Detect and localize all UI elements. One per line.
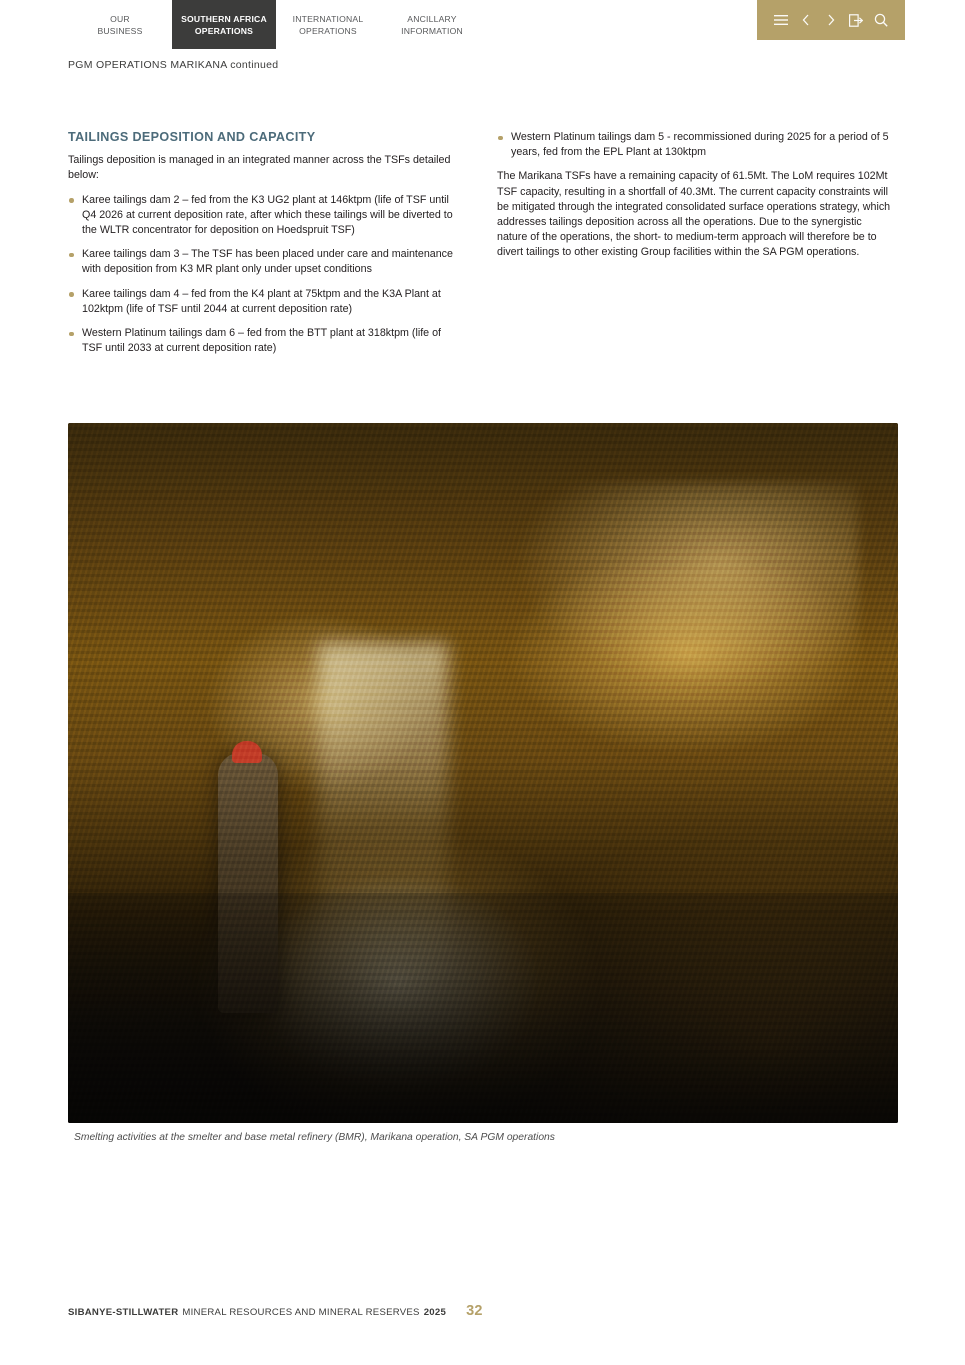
nav-tab-our-business[interactable] (68, 0, 172, 49)
left-bullet-list (68, 193, 463, 357)
nav-tab-list (68, 0, 484, 49)
list-item: Karee tailings dam 4 – fed from the K4 plant at 75ktpm and the K3A Plant at 102ktpm (life of TSF until 2044 at current deposition rate) (68, 287, 463, 317)
capacity-paragraph: The Marikana TSFs have a remaining capacity of 61.5Mt. The LoM requires 102Mt TSF capacity, resulting in a shortfall of 40.3Mt. The current capacity constraints will be mitigated through the integrated consolidated surface operations strategy, which addresses tailings deposition across all the operations. Due to the synergistic nature of the operations, the short- to medium-term approach will therefore be to divert tailings to other existing Group facilities within the SA PGM operations. (497, 170, 891, 259)
figure (68, 423, 898, 1143)
page-footer (68, 1303, 483, 1319)
smelter-photo (68, 423, 898, 1123)
nav-tab-line2: OPERATIONS (194, 25, 254, 36)
nav-tab-line1: OUR (110, 13, 130, 24)
right-column (497, 130, 892, 270)
nav-tab-line2: BUSINESS (97, 25, 143, 36)
footer-title: MINERAL RESOURCES AND MINERAL RESERVES (182, 1307, 420, 1318)
nav-tab-line1: INTERNATIONAL (292, 13, 364, 24)
exit-icon[interactable] (846, 10, 866, 30)
footer-year: 2025 (423, 1307, 447, 1318)
menu-icon[interactable] (771, 10, 791, 30)
nav-tab-line1: SOUTHERN AFRICA (181, 13, 267, 24)
nav-toolbar (757, 0, 905, 40)
section-title: TAILINGS DEPOSITION AND CAPACITY (68, 130, 316, 144)
intro-paragraph: Tailings deposition is managed in an integrated manner across the TSFs detailed below: (68, 154, 451, 182)
nav-tab-southern-africa-operations[interactable] (172, 0, 276, 49)
top-navigation (0, 0, 965, 49)
next-page-icon[interactable] (821, 10, 841, 30)
running-head: PGM OPERATIONS MARIKANA continued (68, 59, 279, 71)
figure-caption: Smelting activities at the smelter and base metal refinery (BMR), Marikana operation, SA PGM operations (74, 1132, 555, 1143)
previous-page-icon[interactable] (796, 10, 816, 30)
nav-tab-ancillary-information[interactable] (380, 0, 484, 49)
left-column (68, 130, 463, 365)
nav-tab-line2: OPERATIONS (299, 25, 357, 36)
footer-brand: SIBANYE-STILLWATER (68, 1307, 179, 1318)
nav-tab-international-operations[interactable] (276, 0, 380, 49)
list-item: Karee tailings dam 2 – fed from the K3 UG2 plant at 146ktpm (life of TSF until Q4 2026 at current deposition rate, after which these tailings will be diverted to the WLTR concentrator for deposition on Hoedspruit TSF) (68, 193, 463, 239)
photo-texture (68, 423, 898, 1123)
page-number: 32 (466, 1303, 483, 1319)
nav-tab-line2: INFORMATION (401, 25, 463, 36)
search-icon[interactable] (871, 10, 891, 30)
list-item: Western Platinum tailings dam 6 – fed from the BTT plant at 318ktpm (life of TSF until 2033 at current deposition rate) (68, 326, 463, 356)
right-bullet-list (497, 130, 892, 160)
nav-tab-line1: ANCILLARY (407, 13, 457, 24)
list-item: Karee tailings dam 3 – The TSF has been placed under care and maintenance with deposition from K3 MR plant only under upset conditions (68, 247, 463, 277)
list-item: Western Platinum tailings dam 5 - recommissioned during 2025 for a period of 5 years, fed from the EPL Plant at 130ktpm (497, 130, 892, 160)
